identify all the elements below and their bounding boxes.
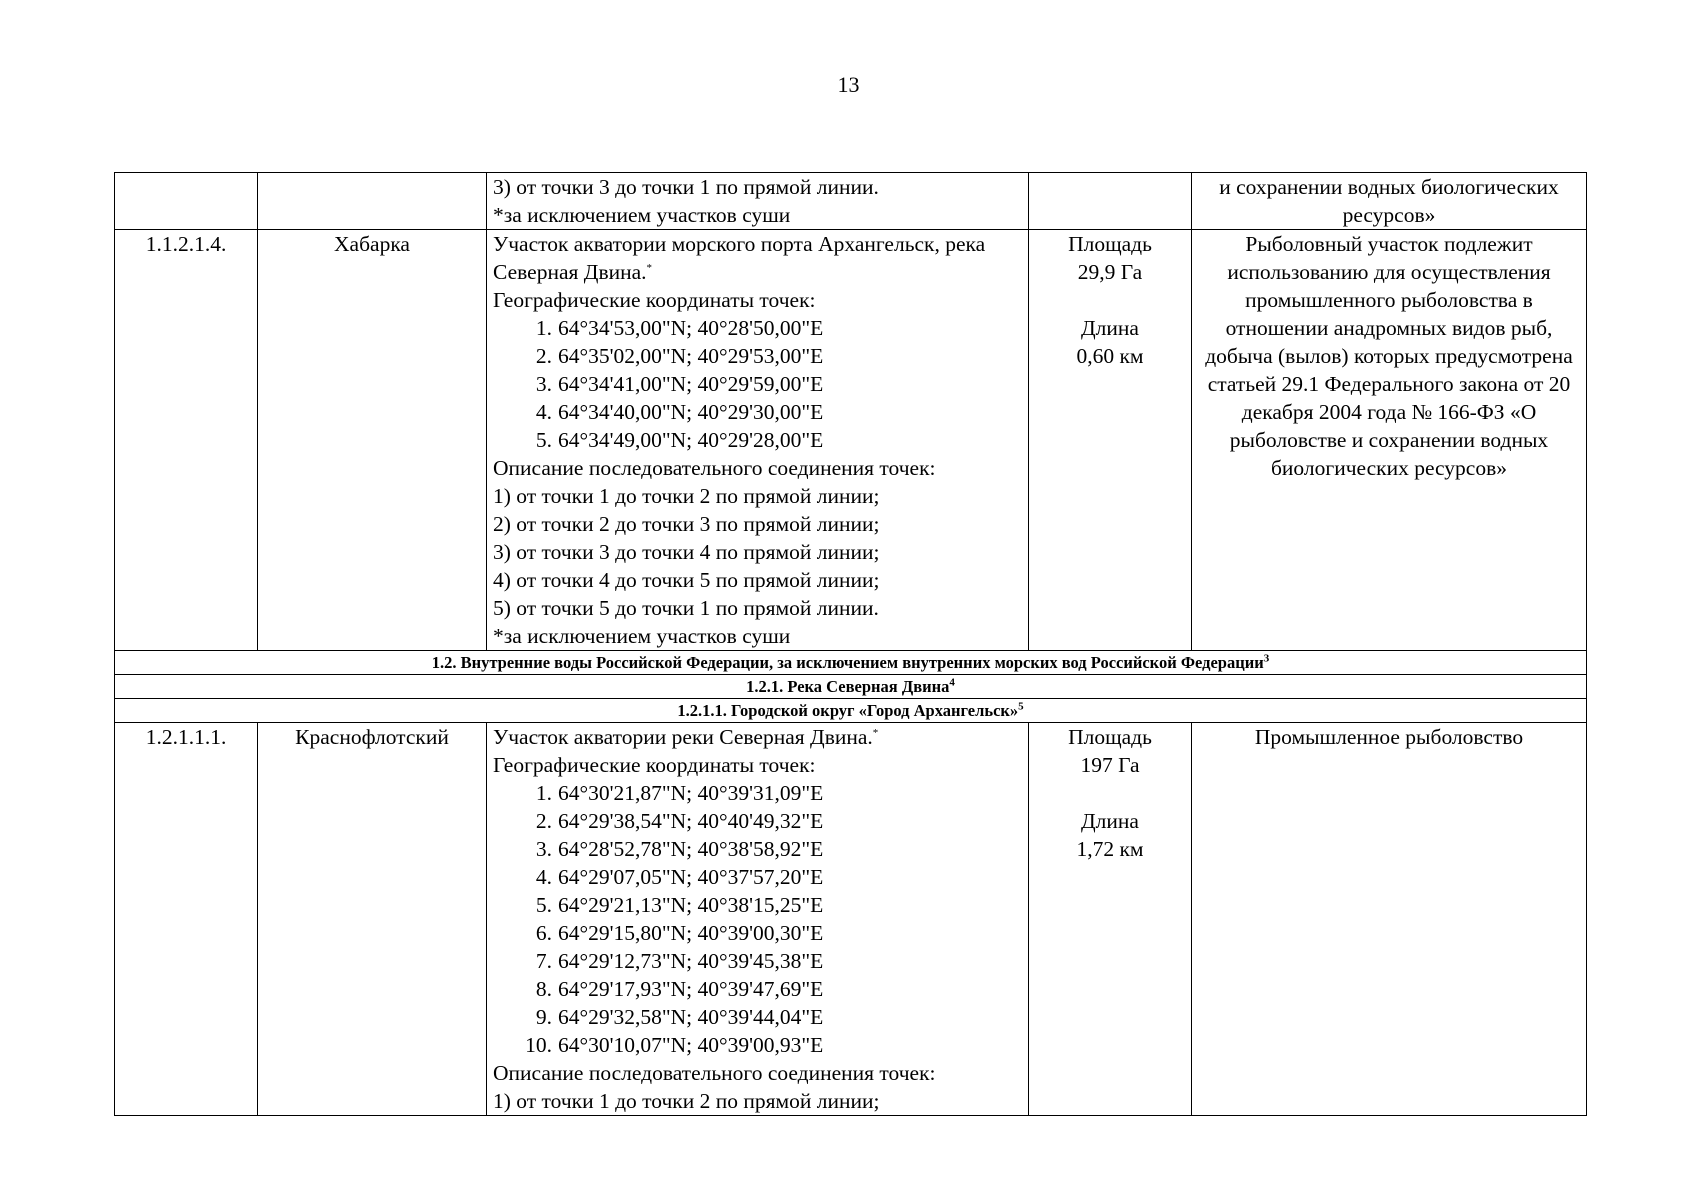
- purpose-cell: и сохранении водных биологических ресурсов»: [1192, 173, 1587, 230]
- section-heading-row: [115, 675, 1587, 699]
- list-item: 4. 64°34'40,00"N; 40°29'30,00"E: [535, 400, 824, 424]
- list-item: 1. 64°30'21,87"N; 40°39'31,09"E: [535, 781, 824, 805]
- list-item: 9. 64°29'32,58"N; 40°39'44,04"E: [535, 1005, 824, 1029]
- number-cell: 1.1.2.1.4.: [115, 230, 258, 651]
- connections-heading: Описание последовательного соединения точек:: [493, 456, 936, 480]
- area-description: Участок акватории морского порта Архангельск, река Северная Двина.*: [493, 232, 986, 284]
- size-cell: [1029, 230, 1192, 651]
- purpose-cell: Промышленное рыболовство: [1192, 723, 1587, 1116]
- connection-line: 5) от точки 5 до точки 1 по прямой линии.: [493, 596, 879, 620]
- coordinates-list: [493, 779, 1022, 1059]
- list-item: 5. 64°29'21,13"N; 40°38'15,25"E: [535, 893, 824, 917]
- connection-line: 3) от точки 3 до точки 1 по прямой линии.: [493, 175, 879, 199]
- coordinates-list: [493, 314, 1022, 454]
- list-item: 1. 64°34'53,00"N; 40°28'50,00"E: [535, 316, 824, 340]
- fishing-areas-table: [114, 172, 1587, 1116]
- area-label: Площадь: [1068, 232, 1152, 256]
- description-cell: [487, 230, 1029, 651]
- connection-line: 1) от точки 1 до точки 2 по прямой линии;: [493, 484, 880, 508]
- list-item: 6. 64°29'15,80"N; 40°39'00,30"E: [535, 921, 824, 945]
- section-heading: 1.2. Внутренние воды Российской Федерации, за исключением внутренних морских вод Российской Федерации$^3$: [115, 651, 1587, 675]
- name-cell: Краснофлотский: [258, 723, 487, 1116]
- connection-line: 3) от точки 3 до точки 4 по прямой линии;: [493, 540, 880, 564]
- exclusion-note: *за исключением участков суши: [493, 624, 791, 648]
- name-cell: Хабарка: [258, 230, 487, 651]
- list-item: 10. 64°30'10,07"N; 40°39'00,93"E: [525, 1033, 824, 1057]
- size-cell: [1029, 173, 1192, 230]
- list-item: 3. 64°28'52,78"N; 40°38'58,92"E: [535, 837, 824, 861]
- list-item: 2. 64°29'38,54"N; 40°40'49,32"E: [535, 809, 824, 833]
- section-heading: 1.2.1.1. Городской округ «Город Архангельск»$^5$: [115, 699, 1587, 723]
- section-heading: 1.2.1. Река Северная Двина$^4$: [115, 675, 1587, 699]
- area-label: Площадь: [1068, 725, 1152, 749]
- length-label: Длина: [1081, 809, 1139, 833]
- connection-line: 1) от точки 1 до точки 2 по прямой линии;: [493, 1089, 880, 1113]
- connections-heading: Описание последовательного соединения точек:: [493, 1061, 936, 1085]
- list-item: 2. 64°35'02,00"N; 40°29'53,00"E: [535, 344, 824, 368]
- area-value: 29,9 Га: [1077, 260, 1143, 284]
- section-heading-row: [115, 699, 1587, 723]
- purpose-cell: Рыболовный участок подлежит использованию для осуществления промышленного рыболовства в отношении анадромных видов рыб, добыча (вылов) которых предусмотрена статьей 29.1 Федерального закона от 20 декабря 2004 года № 166-ФЗ «О рыболовстве и сохранении водных биологических ресурсов»: [1192, 230, 1587, 651]
- list-item: 3. 64°34'41,00"N; 40°29'59,00"E: [535, 372, 824, 396]
- area-value: 197 Га: [1080, 753, 1140, 777]
- length-value: 0,60 км: [1076, 344, 1144, 368]
- number-cell: [115, 173, 258, 230]
- exclusion-note: *за исключением участков суши: [493, 203, 791, 227]
- description-cell: [487, 723, 1029, 1116]
- number-cell: 1.2.1.1.1.: [115, 723, 258, 1116]
- name-cell: [258, 173, 487, 230]
- section-heading-row: [115, 651, 1587, 675]
- list-item: 7. 64°29'12,73"N; 40°39'45,38"E: [535, 949, 824, 973]
- length-label: Длина: [1081, 316, 1139, 340]
- page-number: 13: [837, 72, 860, 97]
- area-description: Участок акватории реки Северная Двина.*: [493, 725, 879, 749]
- size-cell: [1029, 723, 1192, 1116]
- list-item: 5. 64°34'49,00"N; 40°29'28,00"E: [535, 428, 824, 452]
- table-row-continued: [115, 173, 1587, 230]
- coords-heading: Географические координаты точек:: [493, 288, 816, 312]
- description-cell: [487, 173, 1029, 230]
- list-item: 8. 64°29'17,93"N; 40°39'47,69"E: [535, 977, 824, 1001]
- table-row-habarka: [115, 230, 1587, 651]
- connection-line: 4) от точки 4 до точки 5 по прямой линии;: [493, 568, 880, 592]
- connection-line: 2) от точки 2 до точки 3 по прямой линии;: [493, 512, 880, 536]
- length-value: 1,72 км: [1076, 837, 1144, 861]
- coords-heading: Географические координаты точек:: [493, 753, 816, 777]
- list-item: 4. 64°29'07,05"N; 40°37'57,20"E: [535, 865, 824, 889]
- table-row-krasnoflotsky: [115, 723, 1587, 1116]
